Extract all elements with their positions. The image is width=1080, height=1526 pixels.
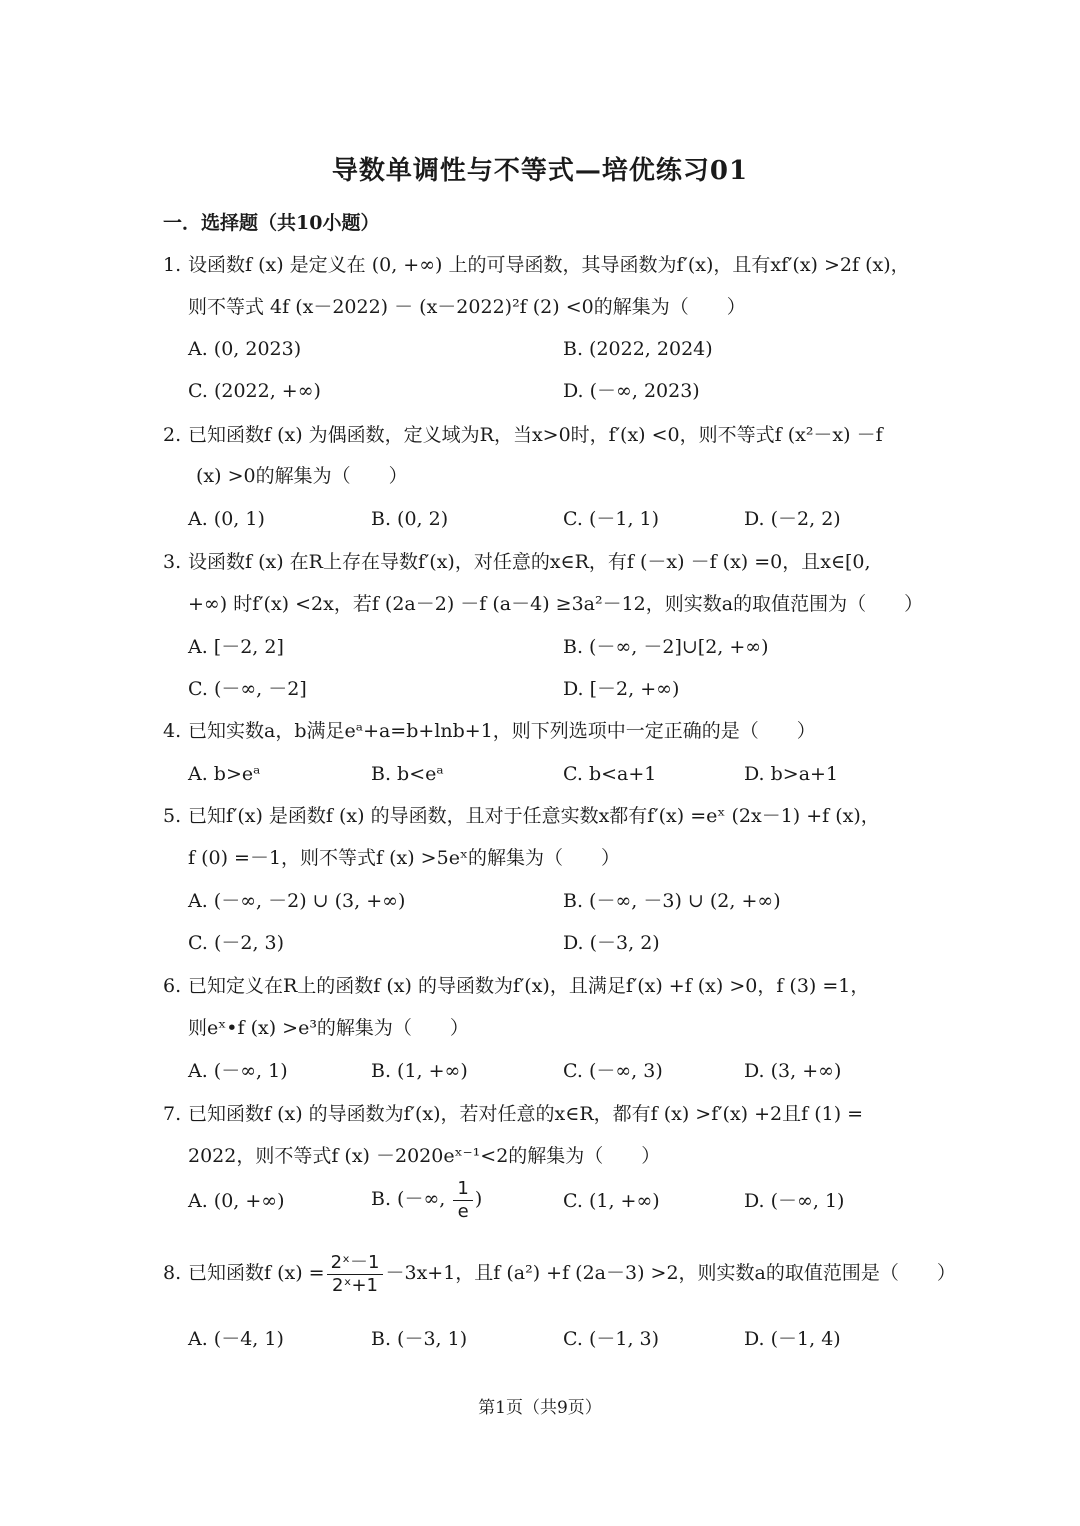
question-5-line-2: f (0) =－1，则不等式f (x) >5eˣ的解集为（ ）	[188, 847, 620, 869]
question-2-option-c: C. (－1, 1)	[563, 508, 660, 530]
fraction-denominator: e	[457, 1200, 469, 1222]
question-7-line-1: 已知函数f (x) 的导函数为f′(x)，若对任意的x∈R，都有f (x) >f′(x) +2且f (1) =	[188, 1103, 864, 1125]
question-4-num: 4.	[163, 720, 182, 742]
question-8-option-d: D. (－1, 4)	[744, 1328, 841, 1350]
question-3-line-1: 设函数f (x) 在R上存在导数f′(x)，对任意的x∈R，有f (－x) －f (x) =0，且x∈[0,	[188, 551, 871, 573]
question-4-option-a: A. b>eᵃ	[188, 763, 261, 785]
question-8-option-c: C. (－1, 3)	[563, 1328, 660, 1350]
question-4-option-b: B. b<eᵃ	[371, 763, 444, 785]
question-3-line-2: +∞) 时f′(x) <2x，若f (2a－2) －f (a－4) ≥3a²－12，则实数a的取值范围为（ ）	[188, 593, 924, 615]
section-heading: 一．选择题（共10小题）	[163, 212, 380, 234]
question-8-option-a: A. (－4, 1)	[188, 1328, 284, 1350]
question-8-option-b: B. (－3, 1)	[371, 1328, 468, 1350]
question-3-option-d: D. [－2, +∞)	[563, 678, 680, 700]
question-6-option-c: C. (－∞, 3)	[563, 1060, 663, 1082]
question-4-option-c: C. b<a+1	[563, 763, 657, 785]
question-6-option-a: A. (－∞, 1)	[188, 1060, 288, 1082]
question-6-line-1: 已知定义在R上的函数f (x) 的导函数为f′(x)，且满足f′(x) +f (x) >0，f (3) =1，	[188, 975, 870, 997]
question-2-option-b: B. (0, 2)	[371, 508, 449, 530]
question-5-option-a: A. (－∞, －2) ∪ (3, +∞)	[188, 890, 406, 912]
question-7-num: 7.	[163, 1103, 182, 1125]
question-5-option-b: B. (－∞, －3) ∪ (2, +∞)	[563, 890, 781, 912]
question-1-line-1: 设函数f (x) 是定义在 (0, +∞) 上的可导函数，其导函数为f′(x)，且有xf′(x) >2f (x)，	[188, 254, 910, 276]
question-3-option-a: A. [－2, 2]	[188, 636, 284, 658]
question-1-line-2: 则不等式 4f (x－2022) － (x－2022)²f (2) <0的解集为（ ）	[188, 296, 746, 318]
question-6-line-2: 则eˣ•f (x) >e³的解集为（ ）	[188, 1017, 469, 1039]
question-2-option-a: A. (0, 1)	[188, 508, 265, 530]
page-title: 导数单调性与不等式—培优练习01	[331, 156, 749, 186]
question-1-num: 1.	[163, 254, 182, 276]
question-7-option-b	[371, 1177, 482, 1223]
question-7-option-b-fraction	[453, 1178, 472, 1223]
fraction-numerator: 2ˣ－1	[327, 1252, 384, 1275]
question-6-option-b: B. (1, +∞)	[371, 1060, 468, 1082]
page-footer: 第1页（共9页）	[478, 1398, 602, 1418]
question-3-num: 3.	[163, 551, 182, 573]
question-6-num: 6.	[163, 975, 182, 997]
question-2-option-d: D. (－2, 2)	[744, 508, 841, 530]
question-5-option-d: D. (－3, 2)	[563, 932, 660, 954]
fraction-numerator: 1	[453, 1178, 472, 1201]
question-5-line-1: 已知f′(x) 是函数f (x) 的导函数，且对于任意实数x都有f′(x) =eˣ (2x－1) +f (x)，	[188, 805, 880, 827]
question-8-num: 8.	[163, 1262, 182, 1284]
question-1-option-d: D. (－∞, 2023)	[563, 380, 700, 402]
question-2-line-2: (x) >0的解集为（ ）	[196, 465, 408, 487]
question-7-option-c: C. (1, +∞)	[563, 1190, 660, 1212]
question-1-option-b: B. (2022, 2024)	[563, 338, 713, 360]
question-2-num: 2.	[163, 424, 182, 446]
question-1-option-c: C. (2022, +∞)	[188, 380, 321, 402]
question-3-option-b: B. (－∞, －2]∪[2, +∞)	[563, 636, 769, 658]
question-3-option-c: C. (－∞, －2]	[188, 678, 307, 700]
question-4-option-d: D. b>a+1	[744, 763, 839, 785]
question-6-option-d: D. (3, +∞)	[744, 1060, 842, 1082]
question-4-line-1: 已知实数a，b满足eᵃ+a=b+lnb+1，则下列选项中一定正确的是（ ）	[188, 720, 816, 742]
question-7-option-a: A. (0, +∞)	[188, 1190, 285, 1212]
question-8-text-pre: 已知函数f (x) =	[188, 1262, 325, 1284]
question-5-option-c: C. (－2, 3)	[188, 932, 285, 954]
question-7-option-d: D. (－∞, 1)	[744, 1190, 845, 1212]
question-7-line-2: 2022，则不等式f (x) －2020eˣ⁻¹<2的解集为（ ）	[188, 1145, 661, 1167]
question-5-num: 5.	[163, 805, 182, 827]
fraction-denominator: 2ˣ+1	[332, 1274, 379, 1296]
question-7-option-b-label: B. (－∞,	[371, 1188, 452, 1210]
question-8-line-1	[188, 1249, 956, 1297]
question-8-text-post: －3x+1，且f (a²) +f (2a－3) >2，则实数a的取值范围是（ ）	[385, 1262, 956, 1284]
question-8-fraction	[327, 1252, 384, 1297]
question-2-line-1: 已知函数f (x) 为偶函数，定义域为R，当x>0时，f′(x) <0，则不等式f (x²－x) －f	[188, 424, 883, 446]
question-7-option-b-close: )	[474, 1188, 483, 1210]
question-1-option-a: A. (0, 2023)	[188, 338, 302, 360]
